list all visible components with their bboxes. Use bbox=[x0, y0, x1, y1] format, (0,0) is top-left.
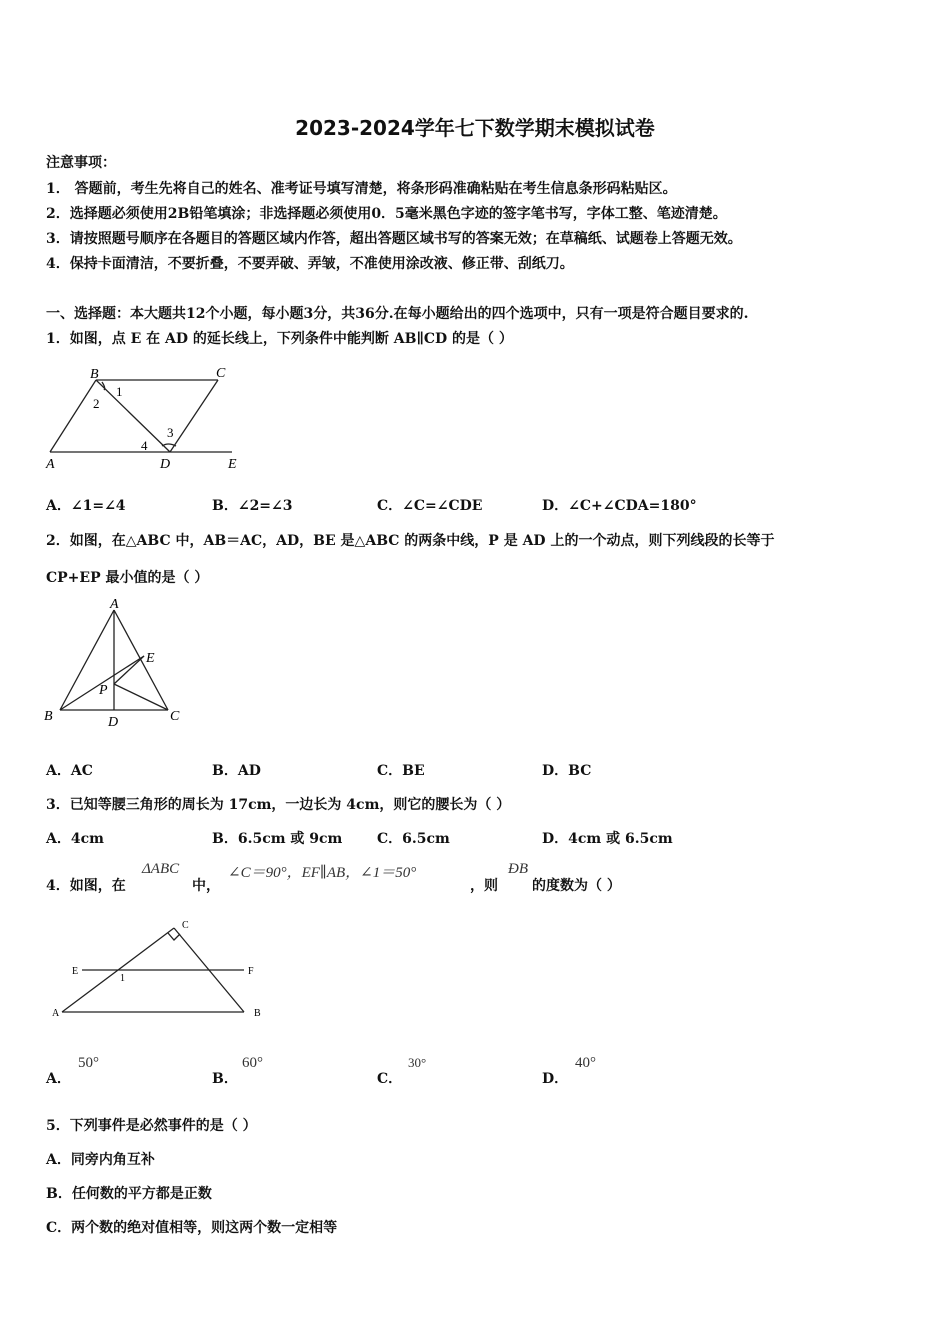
q4-option-b-letter: B． bbox=[212, 1071, 238, 1087]
q4-label-f: F bbox=[248, 966, 254, 977]
q4-stem-then: ，则 bbox=[470, 878, 498, 894]
q4-stem-mid: 中， bbox=[192, 878, 220, 894]
q2-figure bbox=[40, 594, 190, 730]
q4-option-d-letter: D． bbox=[542, 1071, 569, 1087]
notice-item-1: 1． 答题前，考生先将自己的姓名、准考证号填写清楚，将条形码准确粘贴在考生信息条形码粘贴区。 bbox=[46, 181, 677, 197]
q2-label-b: B bbox=[44, 709, 53, 724]
q4-label-e: E bbox=[72, 966, 79, 977]
notice-item-3: 3．请按照题号顺序在各题目的答题区域内作答，超出答题区域书写的答案无效；在草稿纸、试题卷上答题无效。 bbox=[46, 231, 742, 247]
q1-figure bbox=[44, 362, 244, 474]
q4-option-a-letter: A． bbox=[46, 1071, 71, 1087]
q2-option-c: C．BE bbox=[377, 763, 425, 779]
notice-item-2: 2．选择题必须使用2B铅笔填涂；非选择题必须使用0．5毫米黑色字迹的签字笔书写，字体工整、笔迹清楚。 bbox=[46, 206, 727, 222]
q4-label-c: C bbox=[182, 920, 189, 931]
page-title: 2023-2024学年七下数学期末模拟试卷 bbox=[295, 116, 655, 140]
q4-option-b-value: 60° bbox=[242, 1055, 263, 1071]
q1-label-b: B bbox=[90, 367, 99, 382]
notice-heading: 注意事项： bbox=[46, 155, 116, 171]
q2-stem-line1: 2．如图，在△ABC 中，AB＝AC，AD，BE 是△ABC 的两条中线，P 是 AD 上的一个动点，则下列线段的长等于 bbox=[46, 533, 775, 549]
q1-stem: 1．如图，点 E 在 AD 的延长线上，下列条件中能判断 AB∥CD 的是（ ） bbox=[46, 331, 513, 347]
q5-option-b: B．任何数的平方都是正数 bbox=[46, 1186, 212, 1202]
q4-figure bbox=[46, 914, 270, 1026]
q4-option-d-value: 40° bbox=[575, 1055, 596, 1071]
q1-label-e: E bbox=[228, 457, 237, 472]
q5-stem: 5．下列事件是必然事件的是（ ） bbox=[46, 1118, 257, 1134]
q4-math-conditions: ∠C＝90°，EF∥AB，∠1＝50° bbox=[228, 865, 417, 881]
q1-angle-4: 4 bbox=[141, 438, 148, 453]
q1-label-c: C bbox=[216, 366, 226, 381]
q2-stem-line2: CP+EP 最小值的是（ ） bbox=[46, 570, 209, 586]
q4-option-a-value: 50° bbox=[78, 1055, 99, 1071]
q2-option-a: A．AC bbox=[46, 763, 93, 779]
q4-angle-1: 1 bbox=[120, 973, 125, 984]
q5-option-c: C．两个数的绝对值相等，则这两个数一定相等 bbox=[46, 1220, 338, 1236]
q2-label-e: E bbox=[146, 651, 155, 666]
q4-option-c-letter: C． bbox=[377, 1071, 403, 1087]
notice-item-4: 4．保持卡面清洁，不要折叠，不要弄破、弄皱，不准使用涂改液、修正带、刮纸刀。 bbox=[46, 256, 574, 272]
q4-stem-suffix: 的度数为（ ） bbox=[532, 878, 621, 894]
q3-option-b: B．6.5cm 或 9cm bbox=[212, 831, 343, 847]
q4-option-c-value: 30° bbox=[408, 1055, 427, 1070]
q2-label-d: D bbox=[108, 715, 119, 730]
q1-option-d: D．∠C+∠CDA=180° bbox=[542, 498, 697, 514]
q3-option-c: C．6.5cm bbox=[377, 831, 450, 847]
q4-math-triangle: ΔABC bbox=[142, 861, 180, 877]
q4-stem-prefix: 4．如图，在 bbox=[46, 878, 126, 894]
q1-angle-2: 2 bbox=[93, 396, 100, 411]
q2-label-c: C bbox=[170, 709, 180, 724]
q1-label-a: A bbox=[46, 457, 55, 472]
q4-label-b: B bbox=[254, 1008, 261, 1019]
q3-stem: 3．已知等腰三角形的周长为 17cm，一边长为 4cm，则它的腰长为（ ） bbox=[46, 797, 511, 813]
q4-label-a: A bbox=[52, 1008, 60, 1019]
q5-option-a: A．同旁内角互补 bbox=[46, 1152, 155, 1168]
q2-option-d: D．BC bbox=[542, 763, 592, 779]
q3-option-a: A．4cm bbox=[46, 831, 104, 847]
q4-math-angle-b: ÐB bbox=[508, 861, 528, 877]
section-heading: 一、选择题：本大题共12个小题，每小题3分，共36分.在每小题给出的四个选项中，只有一项是符合题目要求的. bbox=[46, 306, 749, 322]
q1-option-a: A．∠1=∠4 bbox=[46, 498, 126, 514]
q1-angle-3: 3 bbox=[167, 425, 174, 440]
q1-angle-1: 1 bbox=[116, 384, 123, 399]
q1-option-c: C．∠C=∠CDE bbox=[377, 498, 483, 514]
q3-option-d: D．4cm 或 6.5cm bbox=[542, 831, 673, 847]
q1-option-b: B．∠2=∠3 bbox=[212, 498, 293, 514]
q2-option-b: B．AD bbox=[212, 763, 261, 779]
q1-label-d: D bbox=[160, 457, 171, 472]
q2-label-p: P bbox=[99, 683, 108, 698]
q2-label-a: A bbox=[110, 597, 119, 612]
